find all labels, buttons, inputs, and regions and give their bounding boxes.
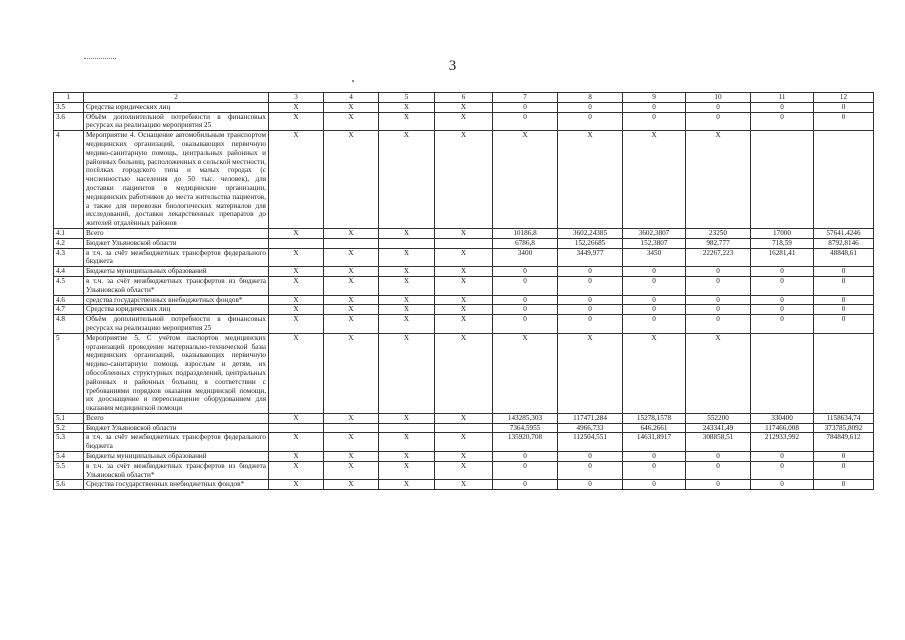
table-row — [54, 238, 874, 248]
header-cell: 4 — [324, 93, 379, 103]
table-row — [54, 102, 874, 112]
value-cell: X — [379, 276, 435, 295]
value-cell: X — [435, 305, 493, 315]
value-cell: 982,777 — [686, 238, 751, 248]
value-cell: X — [435, 452, 493, 462]
value-cell: X — [269, 480, 324, 490]
row-number: 4 — [54, 131, 84, 229]
value-cell: X — [379, 315, 435, 334]
row-name: Объём дополнительной потребности в финансовых ресурсах на реализацию мероприятия 25 — [84, 315, 269, 334]
row-name: Средства юридических лиц — [84, 102, 269, 112]
row-name: Средства юридических лиц — [84, 305, 269, 315]
value-cell — [435, 423, 493, 433]
row-name: Объём дополнительной потребности в финансовых ресурсах на реализацию мероприятия 25 — [84, 112, 269, 131]
value-cell: X — [269, 461, 324, 480]
value-cell: X — [435, 228, 493, 238]
table-row — [54, 305, 874, 315]
value-cell: 0 — [814, 452, 874, 462]
value-cell: X — [324, 480, 379, 490]
value-cell: X — [269, 452, 324, 462]
value-cell: X — [324, 131, 379, 229]
value-cell: 112504,551 — [558, 433, 623, 452]
header-cell: 8 — [558, 93, 623, 103]
value-cell: 0 — [623, 305, 686, 315]
value-cell: 152,3807 — [623, 238, 686, 248]
value-cell: 0 — [493, 267, 558, 277]
row-number: 5.1 — [54, 413, 84, 423]
value-cell: 16281,41 — [751, 248, 814, 267]
value-cell: 646,2661 — [623, 423, 686, 433]
value-cell: 57641,4246 — [814, 228, 874, 238]
value-cell: 0 — [623, 267, 686, 277]
row-name: Бюджет Ульяновской области — [84, 238, 269, 248]
value-cell: X — [324, 333, 379, 413]
value-cell: 0 — [623, 295, 686, 305]
value-cell: X — [324, 315, 379, 334]
row-name: Бюджеты муниципальных образований — [84, 267, 269, 277]
value-cell: 0 — [686, 452, 751, 462]
value-cell: 212933,992 — [751, 433, 814, 452]
value-cell: X — [324, 295, 379, 305]
row-number: 5 — [54, 333, 84, 413]
value-cell: X — [269, 131, 324, 229]
table-row — [54, 295, 874, 305]
row-number: 3.5 — [54, 102, 84, 112]
value-cell: X — [324, 102, 379, 112]
value-cell — [814, 333, 874, 413]
value-cell: 0 — [686, 102, 751, 112]
row-name: средства государственных внебюджетных фондов* — [84, 295, 269, 305]
value-cell: 8792,8146 — [814, 238, 874, 248]
row-number: 5.3 — [54, 433, 84, 452]
header-cell: 9 — [623, 93, 686, 103]
scan-artifact-mark — [84, 58, 116, 59]
value-cell: 0 — [558, 276, 623, 295]
financing-table — [53, 92, 874, 490]
value-cell: 0 — [558, 112, 623, 131]
value-cell: 0 — [623, 452, 686, 462]
row-name: в т.ч. за счёт межбюджетных трансфертов из бюджета Ульяновской области* — [84, 276, 269, 295]
value-cell: 0 — [623, 112, 686, 131]
value-cell: X — [269, 295, 324, 305]
row-number: 4.3 — [54, 248, 84, 267]
table-row — [54, 413, 874, 423]
value-cell: 0 — [558, 102, 623, 112]
row-number: 4.8 — [54, 315, 84, 334]
value-cell: 784849,612 — [814, 433, 874, 452]
table-row — [54, 461, 874, 480]
value-cell: 17000 — [751, 228, 814, 238]
value-cell: 3602,24385 — [558, 228, 623, 238]
value-cell: X — [269, 315, 324, 334]
value-cell: X — [435, 248, 493, 267]
value-cell: X — [324, 248, 379, 267]
value-cell: X — [269, 305, 324, 315]
value-cell: X — [493, 333, 558, 413]
table-row — [54, 276, 874, 295]
value-cell: 3400 — [493, 248, 558, 267]
value-cell: X — [435, 276, 493, 295]
value-cell: X — [269, 248, 324, 267]
value-cell — [269, 238, 324, 248]
value-cell: 0 — [558, 452, 623, 462]
table-row — [54, 315, 874, 334]
value-cell: 0 — [493, 315, 558, 334]
value-cell: 6786,8 — [493, 238, 558, 248]
value-cell: X — [324, 228, 379, 238]
value-cell: 117466,008 — [751, 423, 814, 433]
value-cell: X — [379, 333, 435, 413]
value-cell: 0 — [814, 276, 874, 295]
value-cell: 15278,1578 — [623, 413, 686, 423]
value-cell: X — [379, 295, 435, 305]
value-cell — [751, 131, 814, 229]
value-cell: X — [324, 413, 379, 423]
value-cell: 3450 — [623, 248, 686, 267]
value-cell: 0 — [814, 267, 874, 277]
header-cell: 7 — [493, 93, 558, 103]
value-cell: 10186,8 — [493, 228, 558, 238]
value-cell: 0 — [493, 112, 558, 131]
value-cell: X — [324, 276, 379, 295]
header-cell: 5 — [379, 93, 435, 103]
value-cell: 0 — [493, 305, 558, 315]
value-cell: X — [435, 433, 493, 452]
value-cell: 0 — [814, 315, 874, 334]
value-cell — [379, 238, 435, 248]
value-cell: 0 — [493, 276, 558, 295]
value-cell: 0 — [814, 295, 874, 305]
row-number: 5.4 — [54, 452, 84, 462]
value-cell: X — [379, 480, 435, 490]
header-row — [54, 93, 874, 103]
header-cell: 3 — [269, 93, 324, 103]
value-cell: X — [686, 333, 751, 413]
value-cell: 0 — [558, 480, 623, 490]
value-cell: 0 — [493, 102, 558, 112]
table-row — [54, 433, 874, 452]
row-name: в т.ч. за счёт межбюджетных трансфертов федерального бюджета — [84, 433, 269, 452]
value-cell: 0 — [558, 295, 623, 305]
header-cell: 2 — [84, 93, 269, 103]
value-cell: X — [379, 267, 435, 277]
header-cell: 11 — [751, 93, 814, 103]
value-cell: X — [379, 131, 435, 229]
value-cell — [751, 333, 814, 413]
row-number: 4.5 — [54, 276, 84, 295]
value-cell: 0 — [493, 452, 558, 462]
value-cell: 373785,8092 — [814, 423, 874, 433]
value-cell: X — [269, 112, 324, 131]
value-cell: 0 — [814, 461, 874, 480]
table-row — [54, 112, 874, 131]
row-number: 4.1 — [54, 228, 84, 238]
row-number: 5.5 — [54, 461, 84, 480]
value-cell: 117471,284 — [558, 413, 623, 423]
row-number: 4.6 — [54, 295, 84, 305]
value-cell — [269, 423, 324, 433]
value-cell: X — [269, 333, 324, 413]
value-cell: 152,26685 — [558, 238, 623, 248]
value-cell: 0 — [686, 305, 751, 315]
value-cell: X — [379, 228, 435, 238]
table-row — [54, 131, 874, 229]
value-cell: 0 — [686, 267, 751, 277]
row-number: 4.7 — [54, 305, 84, 315]
value-cell: X — [379, 248, 435, 267]
row-name: Средства государственных внебюджетных фондов* — [84, 480, 269, 490]
value-cell: X — [435, 333, 493, 413]
row-number: 5.6 — [54, 480, 84, 490]
value-cell: 4966,733 — [558, 423, 623, 433]
header-cell: 1 — [54, 93, 84, 103]
value-cell: X — [623, 131, 686, 229]
table-row — [54, 248, 874, 267]
value-cell: X — [379, 102, 435, 112]
row-name: в т.ч. за счёт межбюджетных трансфертов из бюджета Ульяновской области* — [84, 461, 269, 480]
value-cell: 0 — [814, 102, 874, 112]
value-cell: X — [558, 131, 623, 229]
value-cell: 330400 — [751, 413, 814, 423]
value-cell: 718,59 — [751, 238, 814, 248]
value-cell: 0 — [814, 112, 874, 131]
value-cell: 0 — [686, 112, 751, 131]
value-cell: 0 — [686, 480, 751, 490]
value-cell: 0 — [686, 315, 751, 334]
value-cell: X — [435, 112, 493, 131]
value-cell: 0 — [493, 295, 558, 305]
header-cell: 10 — [686, 93, 751, 103]
value-cell: X — [269, 413, 324, 423]
value-cell: X — [324, 305, 379, 315]
value-cell: 0 — [558, 315, 623, 334]
value-cell: X — [435, 315, 493, 334]
value-cell: X — [269, 276, 324, 295]
value-cell: 0 — [623, 276, 686, 295]
row-name: Всего — [84, 413, 269, 423]
value-cell: 0 — [623, 315, 686, 334]
table-body — [54, 102, 874, 489]
value-cell: X — [435, 480, 493, 490]
value-cell: X — [269, 267, 324, 277]
value-cell: 243341,49 — [686, 423, 751, 433]
row-name: Бюджет Ульяновской области — [84, 423, 269, 433]
value-cell: X — [324, 461, 379, 480]
row-number: 3.6 — [54, 112, 84, 131]
value-cell: X — [435, 461, 493, 480]
value-cell: X — [379, 452, 435, 462]
row-name: Мероприятие 4. Оснащение автомобильным транспортом медицинских организаций, оказывающих первичную медико-санитарную помощь, центральных районных и районных больниц, расположенных в сельской местности, посёлках городского типа и малых городах (с численностью населения до 50 тыс. человек), для доставки пациентов в медицинские организации, медицинских работников до места жительства пациентов, а также для перевозки биологических материалов для исследований, доставки лекарственных препаратов до жителей отдалённых районов — [84, 131, 269, 229]
value-cell: 3602,3807 — [623, 228, 686, 238]
value-cell: 0 — [686, 276, 751, 295]
table-row — [54, 333, 874, 413]
value-cell: X — [269, 102, 324, 112]
value-cell: 0 — [623, 461, 686, 480]
value-cell: 0 — [623, 480, 686, 490]
value-cell: 48848,61 — [814, 248, 874, 267]
value-cell: X — [269, 228, 324, 238]
value-cell: 0 — [751, 276, 814, 295]
value-cell: X — [435, 131, 493, 229]
table-row — [54, 228, 874, 238]
value-cell: 0 — [751, 452, 814, 462]
value-cell: X — [435, 413, 493, 423]
value-cell: X — [686, 131, 751, 229]
scan-artifact-dot — [352, 80, 354, 82]
row-number: 4.4 — [54, 267, 84, 277]
value-cell: X — [493, 131, 558, 229]
value-cell: 143285,303 — [493, 413, 558, 423]
table-header — [54, 93, 874, 103]
value-cell: 7364,5955 — [493, 423, 558, 433]
value-cell: X — [324, 112, 379, 131]
row-number: 5.2 — [54, 423, 84, 433]
table-row — [54, 267, 874, 277]
row-number: 4.2 — [54, 238, 84, 248]
value-cell: 0 — [751, 295, 814, 305]
value-cell — [814, 131, 874, 229]
value-cell: X — [269, 433, 324, 452]
value-cell: 0 — [493, 480, 558, 490]
value-cell: 0 — [558, 267, 623, 277]
value-cell: 0 — [751, 305, 814, 315]
header-cell: 12 — [814, 93, 874, 103]
value-cell: 0 — [493, 461, 558, 480]
value-cell: 0 — [751, 102, 814, 112]
value-cell: 22267,223 — [686, 248, 751, 267]
value-cell: 14631,8917 — [623, 433, 686, 452]
value-cell: X — [324, 267, 379, 277]
value-cell: 0 — [751, 480, 814, 490]
page-number: 3 — [448, 58, 457, 74]
value-cell: X — [623, 333, 686, 413]
value-cell: X — [379, 305, 435, 315]
table-row — [54, 480, 874, 490]
value-cell: 0 — [686, 295, 751, 305]
value-cell: 135920,708 — [493, 433, 558, 452]
table-row — [54, 423, 874, 433]
value-cell: 0 — [751, 315, 814, 334]
value-cell — [435, 238, 493, 248]
value-cell: X — [379, 112, 435, 131]
value-cell: X — [379, 433, 435, 452]
header-cell: 6 — [435, 93, 493, 103]
value-cell: 0 — [751, 461, 814, 480]
value-cell: 0 — [814, 480, 874, 490]
value-cell: 0 — [686, 461, 751, 480]
table-row — [54, 452, 874, 462]
value-cell: 0 — [558, 461, 623, 480]
row-name: Всего — [84, 228, 269, 238]
value-cell: X — [558, 333, 623, 413]
value-cell — [324, 238, 379, 248]
value-cell: 552200 — [686, 413, 751, 423]
value-cell: 0 — [751, 267, 814, 277]
value-cell: 0 — [558, 305, 623, 315]
value-cell: 0 — [814, 305, 874, 315]
value-cell: X — [435, 267, 493, 277]
value-cell: 23250 — [686, 228, 751, 238]
value-cell: X — [379, 413, 435, 423]
row-name: Мероприятие 5. С учётом паспортов медицинских организаций проведение материально-технической базы медицинских организаций, оказывающих первичную медико-санитарную помощь взрослым и детям, их обособленных структурных подразделений, центральных районных и районных больниц в соответствии с требованиями порядков оказания медицинской помощи, их дооснащение и переоснащение оборудованием для оказания медицинской помощи — [84, 333, 269, 413]
row-name: в т.ч. за счёт межбюджетных трансфертов федерального бюджета — [84, 248, 269, 267]
value-cell: X — [435, 295, 493, 305]
value-cell: 0 — [751, 112, 814, 131]
value-cell: X — [379, 461, 435, 480]
value-cell — [324, 423, 379, 433]
value-cell: 0 — [623, 102, 686, 112]
value-cell: 308858,51 — [686, 433, 751, 452]
row-name: Бюджеты муниципальных образований — [84, 452, 269, 462]
value-cell: X — [324, 452, 379, 462]
value-cell: 1158634,74 — [814, 413, 874, 423]
value-cell — [379, 423, 435, 433]
value-cell: X — [435, 102, 493, 112]
value-cell: X — [324, 433, 379, 452]
value-cell: 3449,977 — [558, 248, 623, 267]
